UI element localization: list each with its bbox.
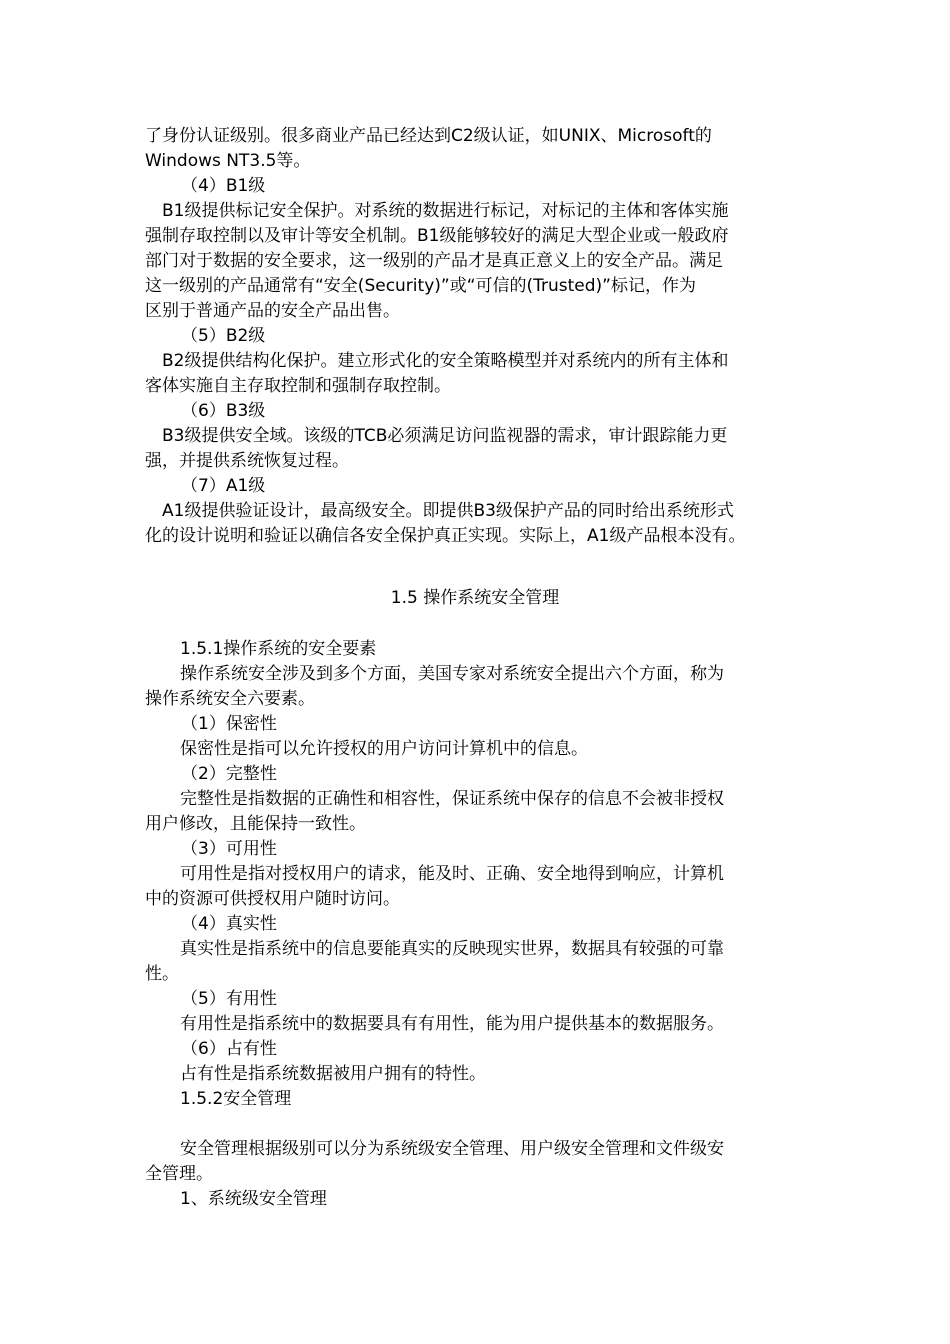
paragraph-line: 用户修改，且能保持一致性。 [145, 814, 366, 834]
paragraph-line: 保密性是指可以允许授权的用户访问计算机中的信息。 [180, 739, 588, 759]
subsection-heading: 1.5.2安全管理 [180, 1089, 292, 1109]
paragraph-line: B1级提供标记安全保护。对系统的数据进行标记，对标记的主体和客体实施 [162, 201, 729, 221]
list-item-heading: （1）保密性 [181, 714, 277, 734]
list-item-heading: （6）占有性 [181, 1039, 277, 1059]
paragraph-line: B2级提供结构化保护。建立形式化的安全策略模型并对系统内的所有主体和 [162, 351, 729, 371]
list-item-heading: （4）真实性 [181, 914, 277, 934]
paragraph-line: 强，并提供系统恢复过程。 [145, 451, 349, 471]
paragraph-line: B3级提供安全域。该级的TCB必须满足访问监视器的需求，审计跟踪能力更 [162, 426, 728, 446]
paragraph-line: 性。 [145, 964, 179, 984]
paragraph-line: 安全管理根据级别可以分为系统级安全管理、用户级安全管理和文件级安 [180, 1139, 724, 1159]
paragraph-line: 操作系统安全涉及到多个方面，美国专家对系统安全提出六个方面，称为 [180, 664, 724, 684]
paragraph-line: 操作系统安全六要素。 [145, 689, 315, 709]
paragraph-line: 客体实施自主存取控制和强制存取控制。 [145, 376, 451, 396]
section-heading: 1.5 操作系统安全管理 [390, 588, 560, 608]
paragraph-line: 强制存取控制以及审计等安全机制。B1级能够较好的满足大型企业或一般政府 [145, 226, 729, 246]
paragraph-line: 占有性是指系统数据被用户拥有的特性。 [180, 1064, 486, 1084]
subheading-a1: （7）A1级 [181, 476, 266, 496]
paragraph-line: 部门对于数据的安全要求，这一级别的产品才是真正意义上的安全产品。满足 [145, 251, 723, 271]
subheading-b2: （5）B2级 [181, 326, 266, 346]
paragraph-line: 真实性是指系统中的信息要能真实的反映现实世界，数据具有较强的可靠 [180, 939, 724, 959]
paragraph-line: 这一级别的产品通常有“安全(Security)”或“可信的(Trusted)”标记，作为 [145, 276, 696, 296]
paragraph-line: A1级提供验证设计，最高级安全。即提供B3级保护产品的同时给出系统形式 [162, 501, 734, 521]
paragraph-line: 可用性是指对授权用户的请求，能及时、正确、安全地得到响应，计算机 [180, 864, 724, 884]
subsection-heading: 1.5.1操作系统的安全要素 [180, 639, 377, 659]
list-item-heading: （5）有用性 [181, 989, 277, 1009]
subheading-b3: （6）B3级 [181, 401, 266, 421]
paragraph-line: 有用性是指系统中的数据要具有有用性，能为用户提供基本的数据服务。 [180, 1014, 724, 1034]
paragraph-line: 全管理。 [145, 1164, 213, 1184]
list-item-heading: （3）可用性 [181, 839, 277, 859]
subsection-heading: 1、系统级安全管理 [180, 1189, 327, 1209]
paragraph-line: 完整性是指数据的正确性和相容性，保证系统中保存的信息不会被非授权 [180, 789, 724, 809]
list-item-heading: （2）完整性 [181, 764, 277, 784]
subheading-b1: （4）B1级 [181, 176, 266, 196]
paragraph-line: 化的设计说明和验证以确信各安全保护真正实现。实际上，A1级产品根本没有。 [145, 526, 746, 546]
paragraph-line: Windows NT3.5等。 [145, 151, 311, 171]
paragraph-line: 了身份认证级别。很多商业产品已经达到C2级认证，如UNIX、Microsoft的 [145, 126, 712, 146]
paragraph-line: 中的资源可供授权用户随时访问。 [145, 889, 400, 909]
paragraph-line: 区别于普通产品的安全产品出售。 [145, 301, 400, 321]
